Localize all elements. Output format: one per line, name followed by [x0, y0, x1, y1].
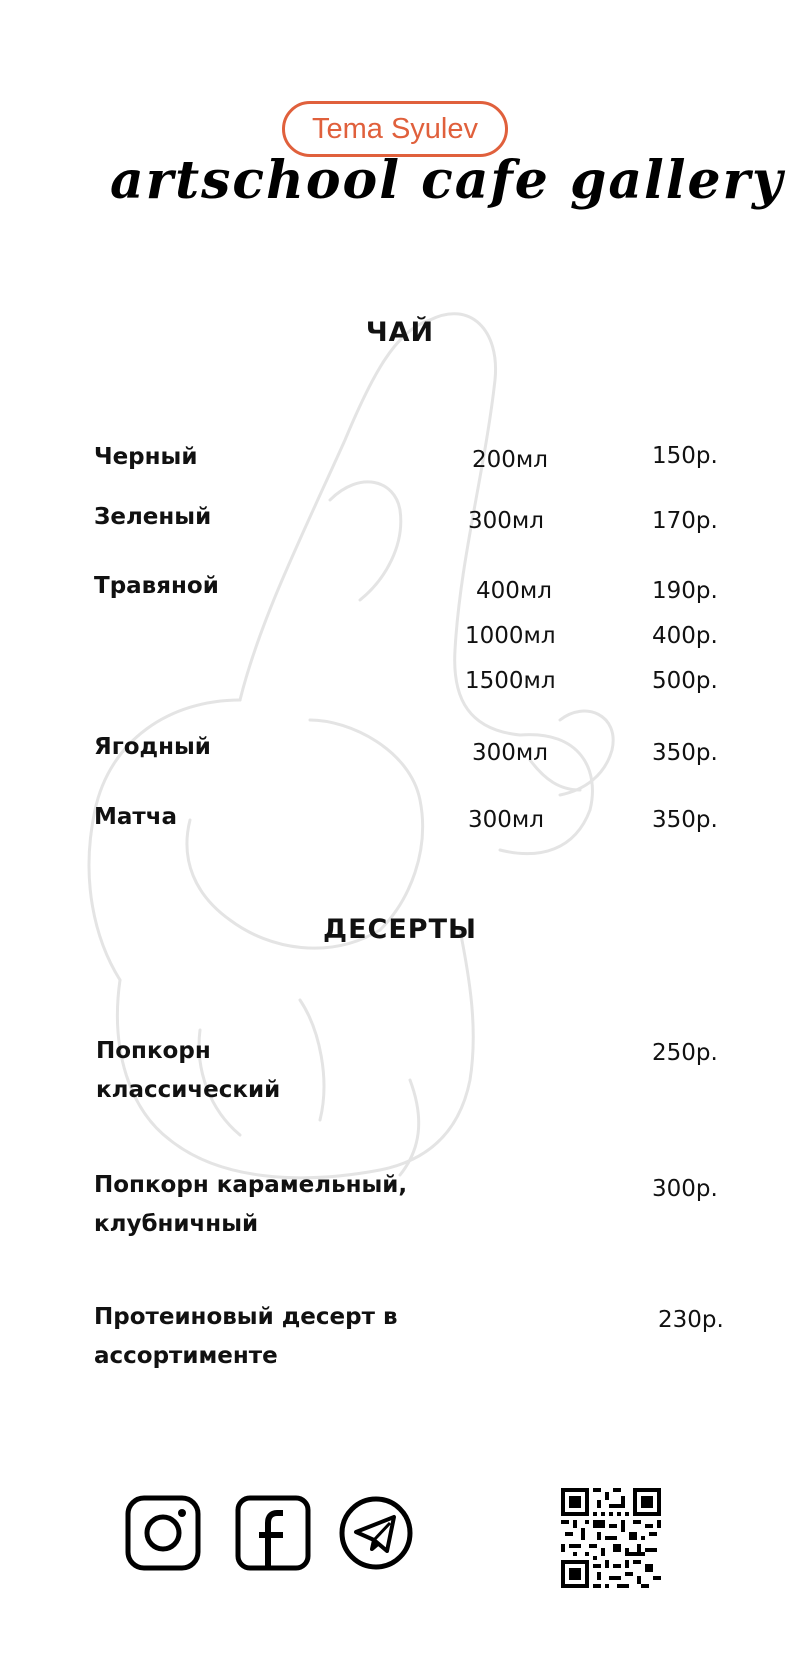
menu-item-name: Ягодный — [94, 734, 211, 760]
menu-item-name: Зеленый — [94, 504, 212, 530]
menu-item-name: Матча — [94, 804, 178, 830]
dessert-item-name — [96, 1032, 426, 1110]
menu-item-price: 350р. — [652, 807, 718, 833]
brand-badge: Tema Syulev — [282, 101, 508, 157]
dessert-item-name — [94, 1166, 424, 1244]
dessert-item-price: 230р. — [658, 1307, 724, 1333]
facebook-icon[interactable] — [235, 1495, 311, 1571]
section-heading-tea: ЧАЙ — [365, 317, 435, 348]
menu-item-volume: 300мл — [468, 508, 544, 534]
menu-item-name: Черный — [94, 444, 198, 470]
dessert-name-line: ассортименте — [94, 1343, 278, 1369]
dessert-name-line: Попкорн — [96, 1038, 211, 1064]
menu-item-name: Травяной — [94, 573, 219, 599]
menu-item-volume: 400мл — [476, 578, 552, 604]
menu-item-volume: 300мл — [472, 740, 548, 766]
dessert-name-line: клубничный — [94, 1211, 259, 1237]
dessert-name-line: Попкорн карамельный, — [94, 1172, 408, 1198]
menu-item-price: 500р. — [652, 668, 718, 694]
section-heading-desserts: ДЕСЕРТЫ — [323, 914, 477, 945]
brand-title: artschool cafe gallery — [110, 150, 785, 211]
menu-item-price: 350р. — [652, 740, 718, 766]
qr-code[interactable] — [561, 1488, 661, 1588]
telegram-icon[interactable] — [338, 1495, 414, 1571]
menu-item-volume: 300мл — [468, 807, 544, 833]
menu-item-price: 190р. — [652, 578, 718, 604]
dessert-name-line: классический — [96, 1077, 281, 1103]
menu-item-volume: 200мл — [472, 447, 548, 473]
menu-item-volume: 1000мл — [465, 623, 556, 649]
dessert-item-name — [94, 1298, 424, 1376]
dessert-name-line: Протеиновый десерт в — [94, 1304, 398, 1330]
dessert-item-price: 250р. — [652, 1040, 718, 1066]
menu-item-price: 400р. — [652, 623, 718, 649]
instagram-icon[interactable] — [125, 1495, 201, 1571]
menu-item-price: 170р. — [652, 508, 718, 534]
menu-item-price: 150р. — [652, 443, 718, 469]
dessert-item-price: 300р. — [652, 1176, 718, 1202]
menu-item-volume: 1500мл — [465, 668, 556, 694]
